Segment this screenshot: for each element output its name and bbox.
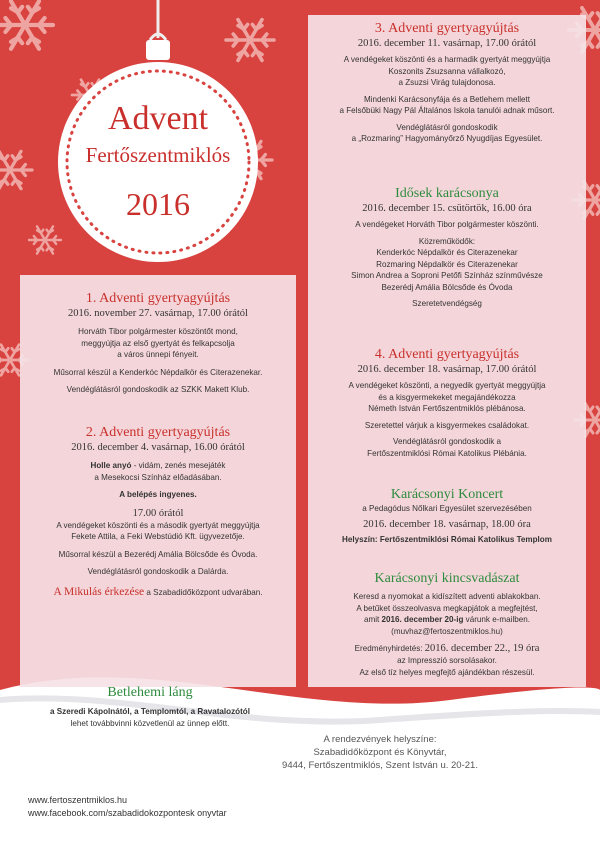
text-date: 2016. december 22., 19 óra: [424, 643, 540, 654]
snowflake: [226, 20, 274, 61]
event-2-date: 2016. december 4. vasárnap, 16.00 órától: [71, 442, 245, 453]
text-line: Bezerédj Amália Bölcsőde és Óvoda: [381, 282, 513, 292]
email-link[interactable]: (muvhaz@fertoszentmiklos.hu): [391, 626, 503, 636]
text-line: Vendéglátásról gondoskodik az SZKK Makett Klub.: [66, 385, 250, 394]
event-2-time: 17.00 órától: [132, 507, 184, 519]
event-2: [20, 424, 296, 601]
text: Helyszín:: [342, 534, 378, 544]
koncert-date: 2016. december 18. vasárnap, 18.00 óra: [363, 518, 531, 530]
text-line: Keresd a nyomokat a kidíszített adventi ablakokban.: [353, 592, 541, 601]
mikulas-heading: A Mikulás érkezése: [53, 585, 145, 598]
text-line: A belépés ingyenes.: [119, 490, 197, 499]
text-line: Vendéglátásról gondoskodik a: [393, 437, 501, 446]
event-3-heading: 3. Adventi gyertyagyújtás: [374, 21, 520, 36]
venue-line: 9444, Fertőszentmiklós, Szent István u. 20-21.: [282, 760, 478, 771]
text-line: Vendéglátásról gondoskodik a Dalárda.: [87, 567, 229, 576]
event-1-heading: 1. Adventi gyertyagyújtás: [85, 291, 231, 306]
text: Fertőszentmiklósi Római Katolikus Templom: [377, 534, 552, 544]
text-line: és a kisgyermekeket megajándékozza: [378, 392, 516, 402]
venue-title: A rendezvények helyszíne:: [323, 734, 437, 745]
betlehem-heading: Betlehemi láng: [107, 685, 193, 700]
text-line: a Pedagódus Nőlkari Egyesület szervezésében: [362, 504, 532, 513]
text-line: Koszonits Zsuzsanna vállalkozó,: [388, 66, 506, 76]
text-line: Műsorral készül a Kenderkóc Népdalkör és Citerazenekar.: [53, 367, 263, 377]
text-line: [308, 642, 586, 655]
event-4-heading: 4. Adventi gyertyagyújtás: [374, 347, 520, 362]
text-line: lehet továbbvinni közvetlenül az ünnep előtt.: [70, 718, 230, 728]
text: a Szabadidőközpont udvarában.: [144, 587, 263, 597]
text: Eredményhirdetés:: [354, 644, 425, 653]
text-line: [308, 534, 586, 546]
ornament-place: Fertőszentmiklós: [85, 143, 231, 167]
text-line: Vendéglátásról gondoskodik: [396, 122, 498, 132]
text-line: Kenderkóc Népdalkör és Citerazenekar: [376, 248, 518, 257]
event-2-heading: 2. Adventi gyertyagyújtás: [85, 425, 231, 440]
event-4-date: 2016. december 18. vasárnap, 17.00 órától: [357, 364, 537, 375]
text-line: [308, 614, 586, 626]
text-bold: Holle anyó: [90, 461, 132, 470]
kincs-heading: Karácsonyi kincsvadászat: [374, 571, 520, 586]
text: amit: [363, 615, 382, 624]
venue-info: [240, 733, 520, 772]
text-line: Szeretetvendégség: [412, 299, 482, 308]
idosek-heading: Idősek karácsonya: [395, 186, 499, 201]
text-line: Fekete Attila, a Feki Webstúdió Kft. ügyvezetője.: [71, 532, 245, 541]
text-line: Fertőszentmiklósi Római Katolikus Plébánia.: [367, 448, 527, 458]
event-3-date: 2016. december 11. vasárnap, 17.00 órától: [357, 38, 537, 49]
text-line: Rozmaring Népdalkör és Citerazenekar: [376, 259, 518, 269]
text-line: Szeretettel várjuk a kisgyermekes családokat.: [364, 420, 530, 430]
text-line: A betűket összeolvasva megkapjátok a megfejtést,: [356, 603, 538, 613]
snowflake: [0, 1, 53, 49]
karacsonyi-kincsvadaszat: [308, 570, 586, 678]
text-line: Közreműködők:: [418, 236, 476, 246]
idosek-karacsonya: [308, 185, 586, 310]
text-line: A vendégeket köszönti és a harmadik gyertyát meggyújtja: [343, 55, 551, 64]
text-line: a Felsőbüki Nagy Pál Általános Iskola tanulói adnak műsort.: [339, 106, 555, 115]
ornament-title: Advent: [107, 100, 209, 137]
text: - vidám, zenés mesejáték: [131, 461, 226, 470]
event-4: [308, 346, 586, 459]
betlehemi-lang: [0, 684, 300, 729]
text-line: a város ünnepi fényeit.: [117, 350, 199, 359]
text-line: [20, 584, 296, 601]
snowflake: [29, 226, 61, 253]
text-line: A vendégeket köszönti, a negyedik gyertyát meggyújtja: [348, 381, 546, 390]
text-bold: 2016. december 20-ig: [381, 615, 464, 624]
text-line: Mindenki Karácsonyfája és a Betlehem mellett: [363, 94, 530, 104]
text-line: a Mesekocsi Színház előadásában.: [94, 472, 222, 482]
ornament-cap: [146, 40, 170, 60]
event-1-date: 2016. november 27. vasárnap, 17.00 órától: [68, 308, 248, 319]
text-line: Németh István Fertőszentmiklós plébánosa.: [368, 404, 526, 413]
event-3: [308, 20, 586, 145]
footer-links: [28, 794, 328, 820]
text-line: Az első tíz helyes megfejtő ajándékban részesül.: [359, 667, 535, 677]
text-line: Műsorral készül a Bezerédj Amália Bölcsőde és Óvoda.: [58, 549, 258, 559]
text-line: Simon Andrea a Soproni Petőfi Színház színművésze: [351, 271, 543, 280]
ornament-year: 2016: [126, 186, 190, 222]
text-line: A vendégeket Horváth Tibor polgármester köszönti.: [355, 220, 539, 229]
text-line: meggyújtja az első gyertyát és felkapcsolja: [81, 338, 235, 348]
koncert-heading: Karácsonyi Koncert: [390, 487, 504, 502]
text-line: az Impresszió sorsolásakor.: [397, 656, 497, 665]
text-line: a „Rozmaring” Hagyományőrző Nyugdíjas Egyesület.: [351, 134, 543, 143]
website-link[interactable]: www.fertoszentmiklos.hu: [28, 795, 128, 805]
facebook-link[interactable]: www.facebook.com/szabadidokozpontesk onyvtar: [28, 808, 227, 818]
text-line: a Zsuzsi Virág tulajdonosa.: [398, 78, 496, 87]
snowflake: [0, 151, 32, 188]
text-line: A vendégeket köszönti és a második gyertyát meggyújtja: [56, 520, 260, 530]
text-line: Horváth Tibor polgármester köszöntőt mond,: [78, 327, 238, 336]
venue-line: Szabadidőközpont és Könyvtár,: [313, 747, 447, 758]
karacsonyi-koncert: [308, 486, 586, 545]
text: várunk e-mailben.: [463, 615, 531, 624]
text-line: a Szeredi Kápolnától, a Templomtól, a Ravatalozótól: [50, 707, 250, 716]
text-line: [20, 460, 296, 472]
idosek-date: 2016. december 15. csütörtök, 16.00 óra: [362, 203, 532, 214]
event-1: [20, 290, 296, 396]
